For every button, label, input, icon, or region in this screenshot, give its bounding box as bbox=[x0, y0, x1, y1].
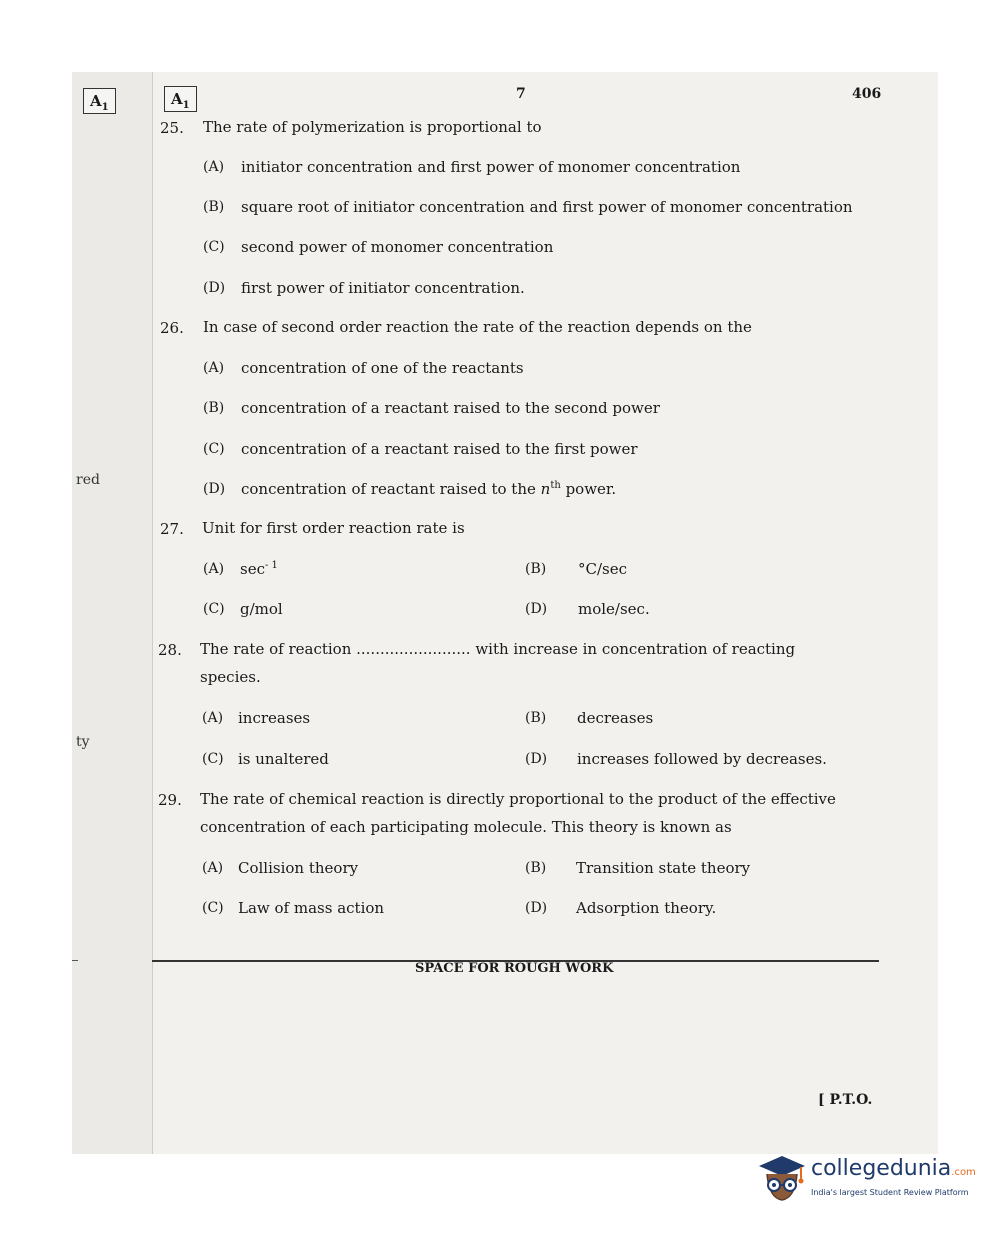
graduate-mascot-icon bbox=[755, 1152, 809, 1208]
option-letter: (C) bbox=[203, 441, 225, 457]
option-text: mole/sec. bbox=[578, 600, 650, 618]
option-letter: (B) bbox=[203, 400, 225, 416]
option-text: increases bbox=[238, 709, 311, 727]
question-number: 28. bbox=[158, 641, 182, 659]
paper-code: 406 bbox=[852, 86, 882, 102]
option-letter: (D) bbox=[525, 601, 548, 617]
option-letter: (D) bbox=[203, 481, 226, 497]
option-letter: (D) bbox=[525, 751, 548, 767]
option-letter: (C) bbox=[203, 239, 225, 255]
pto-label: [ P.T.O. bbox=[818, 1092, 873, 1108]
question-number: 29. bbox=[158, 791, 182, 809]
question-text: In case of second order reaction the rate of the reaction depends on the bbox=[203, 318, 752, 336]
option-letter: (B) bbox=[525, 561, 547, 577]
watermark-logo bbox=[755, 1152, 975, 1212]
page-number: 7 bbox=[516, 86, 526, 102]
question-line: species. bbox=[200, 668, 261, 686]
previous-page-edge bbox=[72, 72, 153, 1154]
option-text: increases followed by decreases. bbox=[577, 750, 827, 768]
option-text: Transition state theory bbox=[576, 859, 751, 877]
rough-work-label: SPACE FOR ROUGH WORK bbox=[415, 961, 614, 976]
option-letter: (B) bbox=[203, 199, 225, 215]
option-text: $\sec^{- 1}$ bbox=[240, 560, 278, 578]
option-text: °C/sec bbox=[578, 560, 628, 578]
question-text bbox=[200, 785, 880, 841]
option-text: g/mol bbox=[240, 600, 283, 618]
watermark-tagline: India's largest Student Review Platform bbox=[811, 1188, 969, 1197]
option-letter: (A) bbox=[202, 710, 224, 726]
margin-fragment: red bbox=[76, 472, 100, 488]
option-letter: (A) bbox=[203, 159, 225, 175]
set-badge: $A_1$ bbox=[164, 86, 197, 112]
question-line: The rate of reaction ........................ with increase in concentration of reacting bbox=[200, 640, 796, 658]
question-number: 26. bbox=[160, 319, 184, 337]
option-letter: (A) bbox=[202, 860, 224, 876]
option-text: first power of initiator concentration. bbox=[241, 279, 525, 297]
option-letter: (D) bbox=[203, 280, 226, 296]
option-letter: (C) bbox=[202, 751, 224, 767]
question-text bbox=[200, 635, 880, 691]
option-text: is unaltered bbox=[238, 750, 329, 768]
option-text: concentration of a reactant raised to the first power bbox=[241, 440, 638, 458]
option-text: decreases bbox=[577, 709, 654, 727]
previous-page-set-badge: $A_1$ bbox=[83, 88, 116, 114]
option-text: initiator concentration and first power of monomer concentration bbox=[241, 158, 741, 176]
option-text: Law of mass action bbox=[238, 899, 385, 917]
margin-fragment: ty bbox=[76, 734, 90, 750]
option-text: concentration of a reactant raised to the second power bbox=[241, 399, 660, 417]
question-text: The rate of polymerization is proportional to bbox=[203, 118, 542, 136]
option-text: concentration of reactant raised to the $n^{th}$ power. bbox=[241, 480, 617, 498]
option-text: Adsorption theory. bbox=[576, 899, 717, 917]
option-letter: (D) bbox=[525, 900, 548, 916]
question-number: 27. bbox=[160, 520, 184, 538]
option-letter: (B) bbox=[525, 860, 547, 876]
option-letter: (B) bbox=[525, 710, 547, 726]
question-line: concentration of each participating molecule. This theory is known as bbox=[200, 818, 732, 836]
question-number: 25. bbox=[160, 119, 184, 137]
watermark-brand: collegedunia.com bbox=[811, 1156, 976, 1181]
page-edge-mark bbox=[72, 960, 78, 961]
option-letter: (A) bbox=[203, 360, 225, 376]
option-letter: (C) bbox=[203, 601, 225, 617]
option-text: concentration of one of the reactants bbox=[241, 359, 524, 377]
question-text: Unit for first order reaction rate is bbox=[202, 519, 465, 537]
option-text: Collision theory bbox=[238, 859, 359, 877]
question-line: The rate of chemical reaction is directly proportional to the product of the effective bbox=[200, 790, 836, 808]
scanned-page bbox=[72, 72, 938, 1154]
option-text: square root of initiator concentration and first power of monomer concentration bbox=[241, 198, 853, 216]
option-text: second power of monomer concentration bbox=[241, 238, 554, 256]
option-letter: (C) bbox=[202, 900, 224, 916]
option-letter: (A) bbox=[203, 561, 225, 577]
